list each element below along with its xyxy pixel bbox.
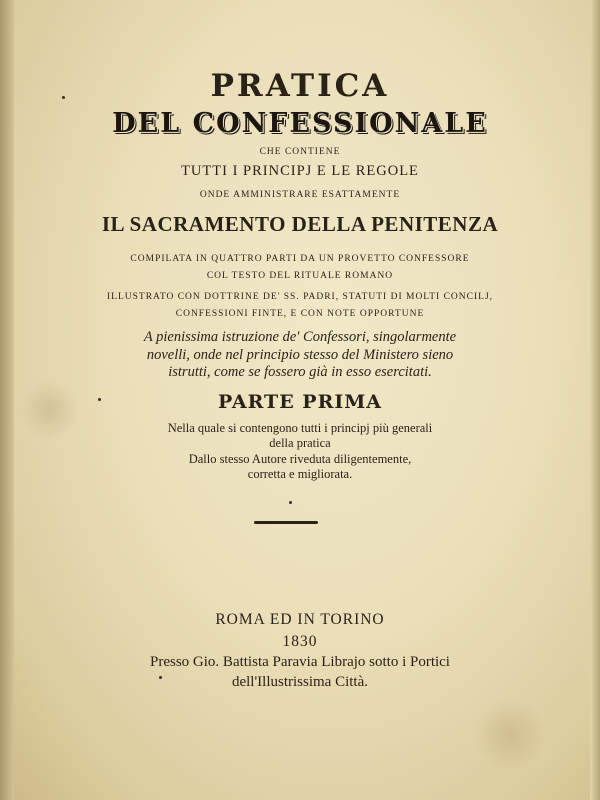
foxing-spot bbox=[98, 398, 101, 401]
book-title-decorated: DEL CONFESSIONALE bbox=[112, 108, 488, 139]
subtitle-illustrato: ILLUSTRATO CON DOTTRINE DE' SS. PADRI, STATUTI DI MOLTI CONCILJ, bbox=[106, 292, 494, 302]
subtitle-compilata: COMPILATA IN QUATTRO PARTI DA UN PROVETTO CONFESSORE bbox=[130, 254, 470, 264]
subtitle-onde: ONDE AMMINISTRARE ESATTAMENTE bbox=[199, 190, 401, 200]
foxing-spot bbox=[62, 96, 65, 99]
subtitle-sacramento: IL SACRAMENTO DELLA PENITENZA bbox=[101, 212, 499, 236]
subtitle-col-testo: COL TESTO DEL RITUALE ROMANO bbox=[206, 271, 394, 281]
imprint-place: ROMA ED IN TORINO bbox=[215, 611, 385, 628]
subtitle-tutti: TUTTI I PRINCIPJ E LE REGOLE bbox=[181, 163, 419, 179]
part-heading: PARTE PRIMA bbox=[217, 391, 383, 413]
part-description-line: Dallo stesso Autore riveduta diligentemente, bbox=[188, 452, 412, 466]
foxing-spot bbox=[159, 676, 162, 679]
ornamental-rule bbox=[254, 521, 318, 524]
subtitle-che-contiene: CHE CONTIENE bbox=[259, 147, 341, 157]
imprint-year: 1830 bbox=[282, 633, 318, 650]
book-title: PRATICA bbox=[210, 68, 390, 104]
ornament-dot bbox=[289, 501, 292, 504]
part-description-line: Nella quale si contengono tutti i principj più generali bbox=[167, 421, 433, 435]
imprint-location: dell'Illustrissima Città. bbox=[231, 674, 369, 690]
purpose-line: novelli, onde nel principio stesso del Ministero sieno bbox=[146, 347, 454, 363]
imprint-publisher: Presso Gio. Battista Paravia Librajo sotto i Portici bbox=[150, 654, 450, 670]
purpose-line: A pienissima istruzione de' Confessori, singolarmente bbox=[143, 329, 457, 345]
part-description-line: della pratica bbox=[269, 436, 331, 450]
part-description-line: corretta e migliorata. bbox=[247, 467, 353, 481]
subtitle-confessioni: CONFESSIONI FINTE, E CON NOTE OPPORTUNE bbox=[175, 309, 425, 319]
purpose-line: istrutti, come se fossero già in esso esercitati. bbox=[168, 364, 432, 380]
paper-stain bbox=[470, 700, 550, 770]
